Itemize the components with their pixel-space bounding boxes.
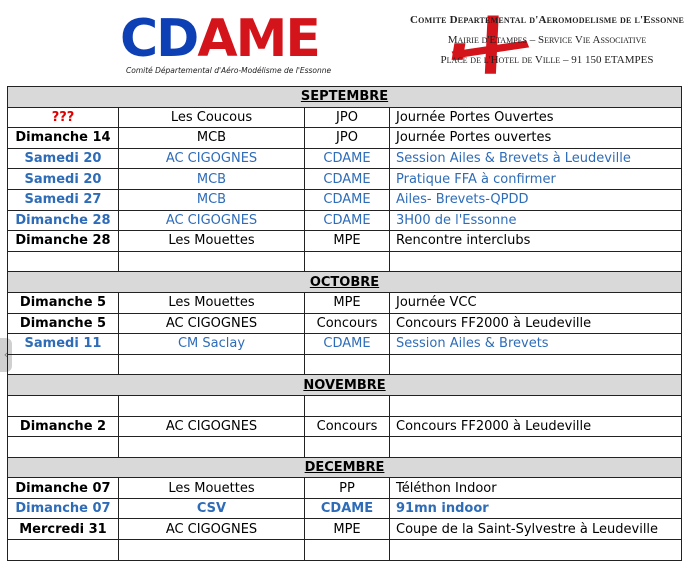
event-title: Coupe de la Saint-Sylvestre à Leudeville [390, 519, 682, 540]
event-row [8, 395, 682, 416]
event-type [305, 395, 390, 416]
event-type: MPE [305, 231, 390, 252]
event-title [390, 354, 682, 375]
event-type: JPO [305, 128, 390, 149]
event-title [390, 540, 682, 561]
month-header-row [8, 272, 682, 293]
event-date [8, 354, 119, 375]
event-row [8, 231, 682, 252]
event-title: Pratique FFA à confirmer [390, 169, 682, 190]
event-type: Concours [305, 416, 390, 437]
month-title: OCTOBRE [8, 272, 682, 293]
event-date: Dimanche 2 [8, 416, 119, 437]
event-date: Samedi 11 [8, 334, 119, 355]
event-title: Journée VCC [390, 292, 682, 313]
event-row [8, 334, 682, 355]
org-name: Comite Departemental d'Aeromodelisme de l'Essonne [410, 14, 684, 26]
event-title: Rencontre interclubs [390, 231, 682, 252]
event-calendar-table [7, 86, 682, 561]
event-date: Dimanche 5 [8, 292, 119, 313]
event-date [8, 395, 119, 416]
event-title: 3H00 de l'Essonne [390, 210, 682, 231]
event-type [305, 354, 390, 375]
event-club: AC CIGOGNES [119, 148, 305, 169]
event-date: Dimanche 28 [8, 210, 119, 231]
event-row [8, 128, 682, 149]
month-title: DECEMBRE [8, 457, 682, 478]
cdame-logo [120, 8, 410, 80]
event-row [8, 251, 682, 272]
event-row [8, 519, 682, 540]
event-title [390, 395, 682, 416]
month-header-row [8, 375, 682, 396]
event-type: MPE [305, 292, 390, 313]
month-title: SEPTEMBRE [8, 87, 682, 108]
event-club: Les Mouettes [119, 292, 305, 313]
event-title: Journée Portes ouvertes [390, 128, 682, 149]
event-club: Les Coucous [119, 107, 305, 128]
event-type: JPO [305, 107, 390, 128]
event-club [119, 437, 305, 458]
event-type [305, 251, 390, 272]
month-title: NOVEMBRE [8, 375, 682, 396]
event-type: CDAME [305, 210, 390, 231]
event-row [8, 169, 682, 190]
month-header-row [8, 457, 682, 478]
event-date [8, 251, 119, 272]
event-club: MCB [119, 169, 305, 190]
event-type [305, 540, 390, 561]
organization-address [402, 10, 692, 70]
event-type: CDAME [305, 189, 390, 210]
event-title: Concours FF2000 à Leudeville [390, 416, 682, 437]
event-row [8, 210, 682, 231]
event-date: ??? [8, 107, 119, 128]
event-date: Dimanche 28 [8, 231, 119, 252]
event-title: Concours FF2000 à Leudeville [390, 313, 682, 334]
event-row [8, 416, 682, 437]
event-row [8, 107, 682, 128]
event-club [119, 251, 305, 272]
event-title: Ailes- Brevets-QPDD [390, 189, 682, 210]
event-type: CDAME [305, 148, 390, 169]
event-club: AC CIGOGNES [119, 210, 305, 231]
event-club: AC CIGOGNES [119, 416, 305, 437]
event-title: 91mn indoor [390, 498, 682, 519]
calendar-body [8, 87, 682, 561]
event-date: Dimanche 5 [8, 313, 119, 334]
event-title: Téléthon Indoor [390, 478, 682, 499]
event-date: Dimanche 07 [8, 478, 119, 499]
event-row [8, 437, 682, 458]
event-date [8, 437, 119, 458]
org-address: Place de l'Hotel de Ville – 91 150 ETAMPES [440, 54, 654, 66]
logo-subtitle: Comité Départemental d'Aéro-Modélisme de l'Essonne [126, 66, 332, 75]
event-row [8, 354, 682, 375]
event-title [390, 251, 682, 272]
event-type: Concours [305, 313, 390, 334]
event-club: Les Mouettes [119, 231, 305, 252]
event-club: AC CIGOGNES [119, 519, 305, 540]
month-header-row [8, 87, 682, 108]
event-row [8, 189, 682, 210]
event-row [8, 540, 682, 561]
event-club: CSV [119, 498, 305, 519]
side-panel-handle[interactable]: ‹ [0, 338, 12, 372]
org-service: Mairie d'Etampes – Service Vie Associative [447, 34, 647, 46]
event-club [119, 354, 305, 375]
event-club: MCB [119, 189, 305, 210]
event-date [8, 540, 119, 561]
event-type: CDAME [305, 334, 390, 355]
event-date: Samedi 27 [8, 189, 119, 210]
event-row [8, 478, 682, 499]
event-date: Mercredi 31 [8, 519, 119, 540]
event-date: Samedi 20 [8, 148, 119, 169]
event-club [119, 540, 305, 561]
logo-wordmark: CDAME [120, 9, 319, 69]
event-row [8, 498, 682, 519]
letterhead [0, 0, 700, 84]
event-type: CDAME [305, 498, 390, 519]
event-date: Dimanche 07 [8, 498, 119, 519]
event-type: MPE [305, 519, 390, 540]
event-club [119, 395, 305, 416]
event-row [8, 313, 682, 334]
event-club: AC CIGOGNES [119, 313, 305, 334]
event-row [8, 148, 682, 169]
event-title: Session Ailes & Brevets à Leudeville [390, 148, 682, 169]
event-date: Samedi 20 [8, 169, 119, 190]
event-club: Les Mouettes [119, 478, 305, 499]
event-title: Journée Portes Ouvertes [390, 107, 682, 128]
event-type: PP [305, 478, 390, 499]
event-type [305, 437, 390, 458]
event-row [8, 292, 682, 313]
event-title [390, 437, 682, 458]
event-club: CM Saclay [119, 334, 305, 355]
event-type: CDAME [305, 169, 390, 190]
event-title: Session Ailes & Brevets [390, 334, 682, 355]
event-club: MCB [119, 128, 305, 149]
event-date: Dimanche 14 [8, 128, 119, 149]
